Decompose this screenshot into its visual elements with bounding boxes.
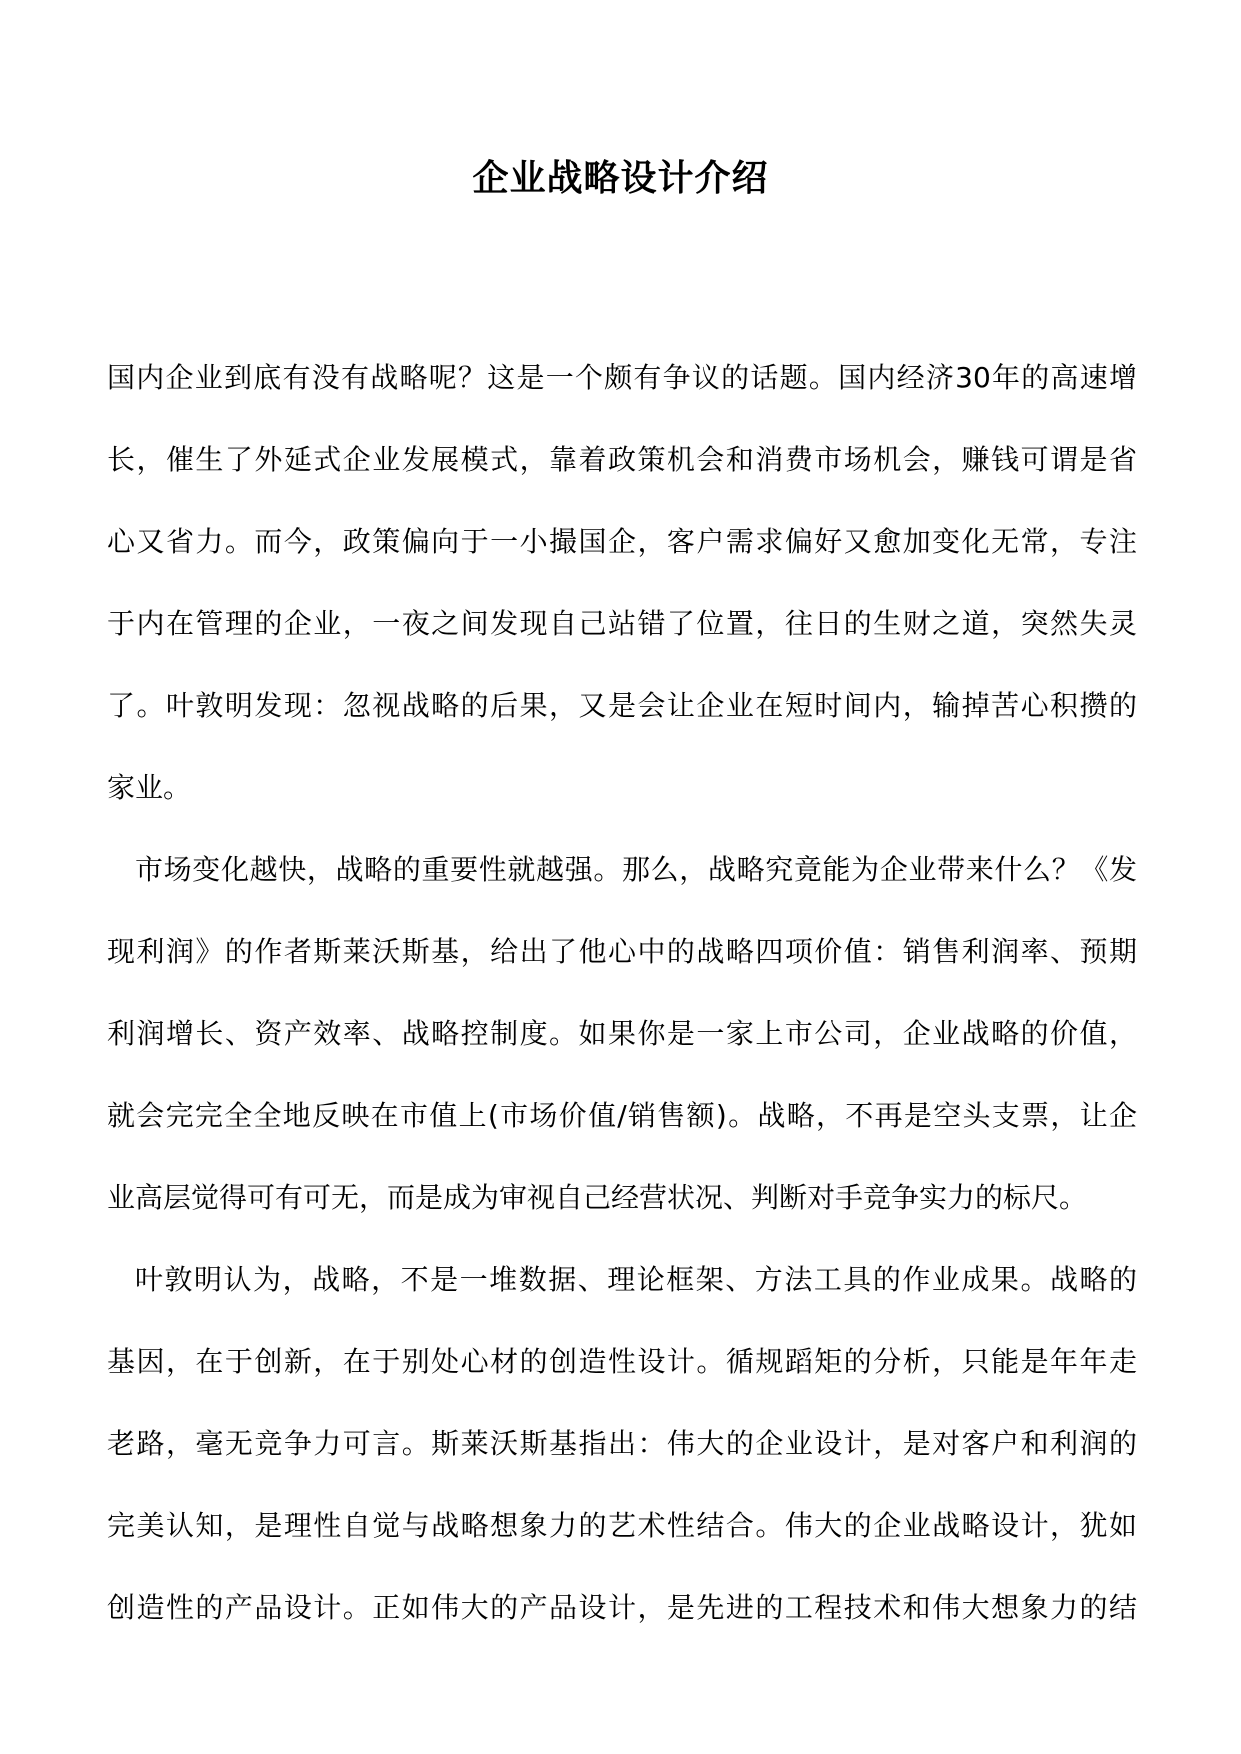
text-line: 长，催生了外延式企业发展模式，靠着政策机会和消费市场机会，赚钱可谓是省 bbox=[107, 443, 1137, 476]
text-line: 老路，毫无竞争力可言。斯莱沃斯基指出：伟大的企业设计，是对客户和利润的 bbox=[107, 1427, 1137, 1460]
document-body bbox=[107, 337, 1137, 1649]
text-line: 家业。 bbox=[107, 771, 192, 804]
text-line: 基因，在于创新，在于别处心材的创造性设计。循规蹈矩的分析，只能是年年走 bbox=[107, 1345, 1137, 1378]
text-line: 创造性的产品设计。正如伟大的产品设计，是先进的工程技术和伟大想象力的结 bbox=[107, 1591, 1137, 1624]
text-line: 就会完完全全地反映在市值上(市场价值/销售额)。战略，不再是空头支票，让企 bbox=[107, 1099, 1137, 1132]
text-line: 心又省力。而今，政策偏向于一小撮国企，客户需求偏好又愈加变化无常，专注 bbox=[107, 525, 1137, 558]
text-line: 业高层觉得可有可无，而是成为审视自己经营状况、判断对手竞争实力的标尺。 bbox=[107, 1181, 1088, 1214]
text-line: 市场变化越快，战略的重要性就越强。那么，战略究竟能为企业带来什么？《发 bbox=[135, 853, 1137, 886]
text-line: 了。叶敦明发现：忽视战略的后果，又是会让企业在短时间内，输掉苦心积攒的 bbox=[107, 689, 1137, 722]
text-line: 现利润》的作者斯莱沃斯基，给出了他心中的战略四项价值：销售利润率、预期 bbox=[107, 935, 1137, 968]
text-line: 利润增长、资产效率、战略控制度。如果你是一家上市公司，企业战略的价值， bbox=[107, 1017, 1137, 1050]
text-line: 国内企业到底有没有战略呢？这是一个颇有争议的话题。国内经济30年的高速增 bbox=[107, 361, 1137, 394]
text-line: 于内在管理的企业，一夜之间发现自己站错了位置，往日的生财之道，突然失灵 bbox=[107, 607, 1137, 640]
text-line: 完美认知，是理性自觉与战略想象力的艺术性结合。伟大的企业战略设计，犹如 bbox=[107, 1509, 1137, 1542]
text-line: 叶敦明认为，战略，不是一堆数据、理论框架、方法工具的作业成果。战略的 bbox=[135, 1263, 1137, 1296]
document-title: 企业战略设计介绍 bbox=[472, 157, 769, 199]
